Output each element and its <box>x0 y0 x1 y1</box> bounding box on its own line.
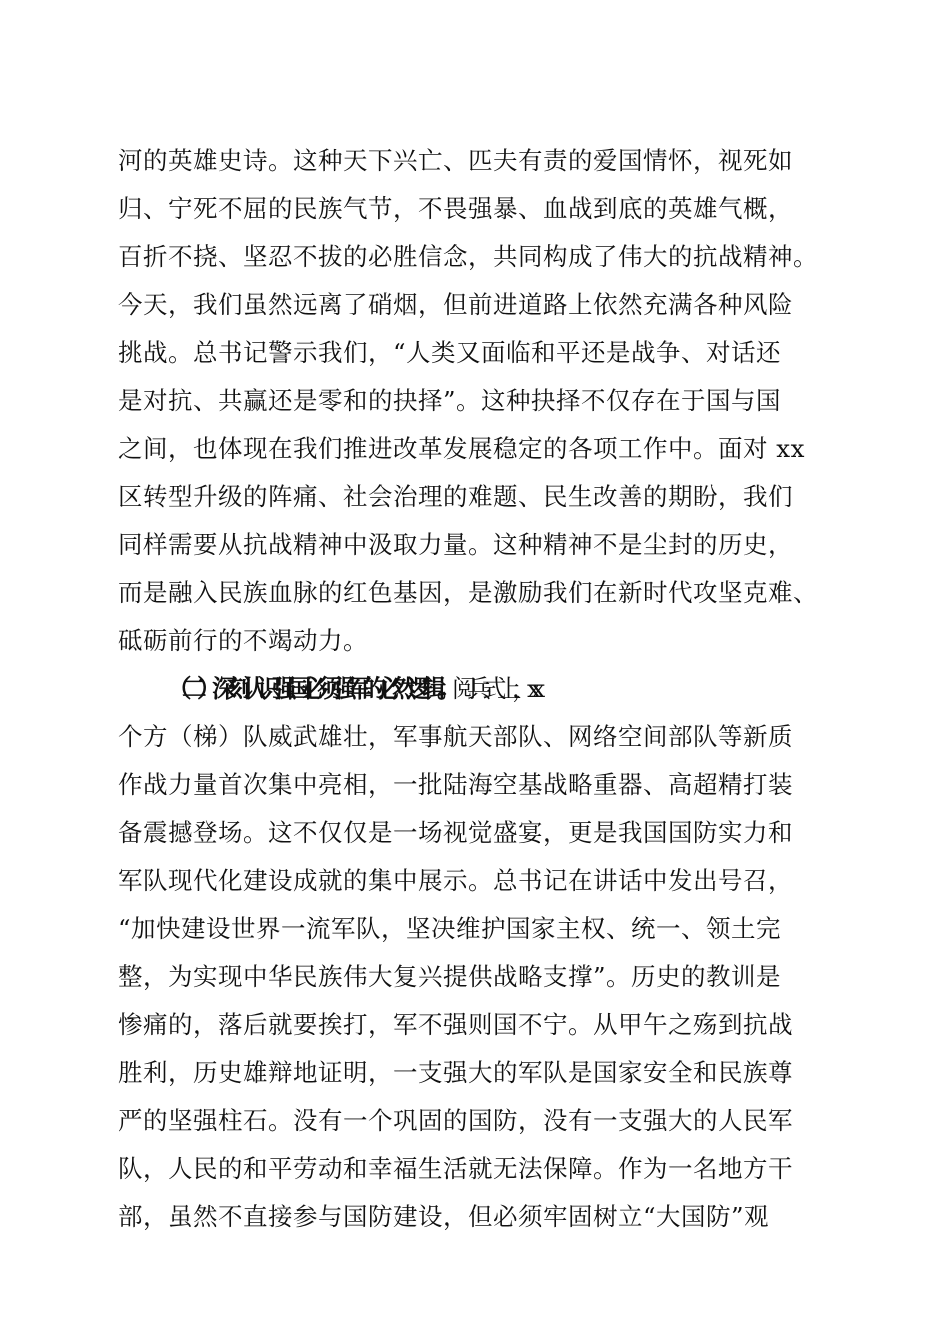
body-line: 归、宁死不屈的民族气节，不畏强暴、血战到底的英雄气概， <box>118 194 793 223</box>
body-line: 备震撼登场。这不仅仅是一场视觉盛宴，更是我国国防实力和 <box>118 818 793 847</box>
body-line: 作战力量首次集中亮相，一批陆海空基战略重器、高超精打装 <box>118 770 793 799</box>
section-2-heading: （二）深刻认识强国必须强军的必然逻辑。 <box>167 674 452 703</box>
body-line: 胜利，历史雄辩地证明，一支强大的军队是国家安全和民族尊 <box>118 1058 793 1087</box>
body-line: 惨痛的，落后就要挨打，军不强则国不宁。从甲午之殇到抗战 <box>118 1010 793 1039</box>
body-line: 个方（梯）队威武雄壮，军事航天部队、网络空间部队等新质 <box>118 722 793 751</box>
section-2-first-line-text: 阅兵式上，xx <box>452 674 536 703</box>
body-line: 河的英雄史诗。这种天下兴亡、匹夫有责的爱国情怀，视死如 <box>118 146 793 175</box>
body-line: 而是融入民族血脉的红色基因，是激励我们在新时代攻坚克难、 <box>118 578 818 607</box>
body-line: 整，为实现中华民族伟大复兴提供战略支撑”。历史的教训是 <box>118 962 782 991</box>
body-line: 之间，也体现在我们推进改革发展稳定的各项工作中。面对 xx <box>118 434 805 463</box>
body-line: 队，人民的和平劳动和幸福生活就无法保障。作为一名地方干 <box>118 1154 793 1183</box>
body-line: 区转型升级的阵痛、社会治理的难题、民生改善的期盼，我们 <box>118 482 793 511</box>
body-line: 挑战。总书记警示我们，“人类又面临和平还是战争、对话还 <box>118 338 782 367</box>
body-line: 同样需要从抗战精神中汲取力量。这种精神不是尘封的历史， <box>118 530 793 559</box>
body-line: 严的坚强柱石。没有一个巩固的国防，没有一支强大的人民军 <box>118 1106 793 1135</box>
body-line: 部，虽然不直接参与国防建设，但必须牢固树立“大国防”观 <box>118 1202 770 1231</box>
body-line: 砥砺前行的不竭动力。 <box>118 626 368 655</box>
body-line: “加快建设世界一流军队，坚决维护国家主权、统一、领土完 <box>118 914 782 943</box>
body-line: 今天，我们虽然远离了硝烟，但前进道路上依然充满各种风险 <box>118 290 793 319</box>
body-line: 百折不挠、坚忍不拔的必胜信念，共同构成了伟大的抗战精神。 <box>118 242 818 271</box>
body-line: 军队现代化建设成就的集中展示。总书记在讲话中发出号召， <box>118 866 793 895</box>
body-line: 是对抗、共赢还是零和的抉择”。这种抉择不仅存在于国与国 <box>118 386 782 415</box>
section-2-first-line <box>167 671 897 707</box>
